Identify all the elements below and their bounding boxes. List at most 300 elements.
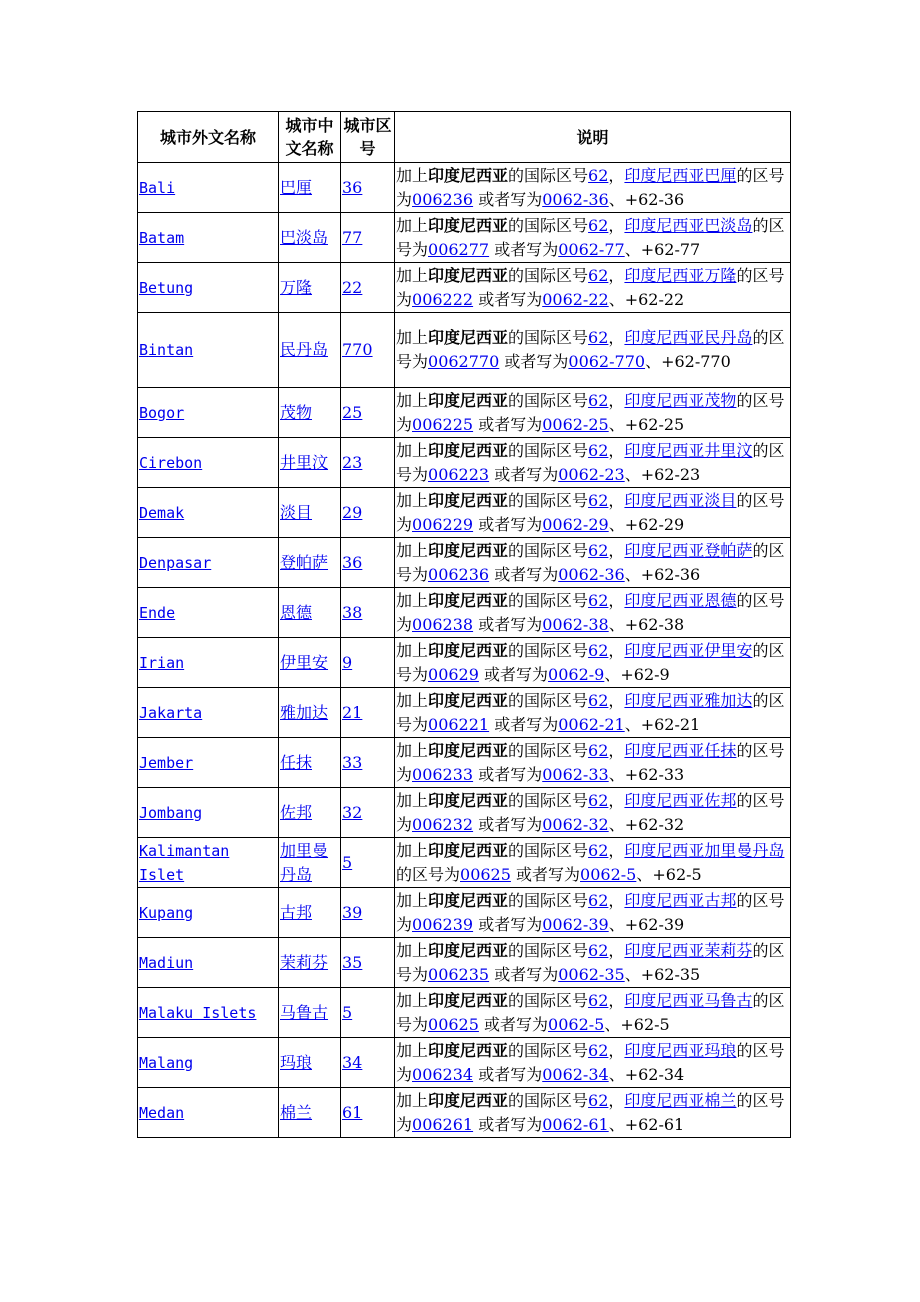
city-full-name-link[interactable]: 印度尼西亚巴淡岛 bbox=[624, 215, 753, 235]
desc-separator: 、 bbox=[608, 1064, 625, 1084]
desc-country: 印度尼西亚 bbox=[428, 940, 509, 960]
dash-code-link[interactable]: 0062-22 bbox=[542, 289, 609, 309]
full-code-link[interactable]: 006239 bbox=[412, 914, 474, 934]
desc-or-phrase: 或者写为 bbox=[494, 964, 559, 984]
desc-prefix: 加上 bbox=[396, 640, 429, 660]
country-code-link[interactable]: 62 bbox=[588, 265, 609, 285]
desc-country: 印度尼西亚 bbox=[428, 390, 509, 410]
city-chinese-name-link[interactable]: 雅加达 bbox=[280, 702, 329, 722]
desc-or-phrase: 或者写为 bbox=[494, 239, 559, 259]
city-area-code-link[interactable]: 39 bbox=[342, 902, 363, 922]
cell-description bbox=[395, 1088, 791, 1138]
cell-city-chinese-name bbox=[279, 263, 341, 313]
city-chinese-name-link[interactable]: 棉兰 bbox=[280, 1102, 313, 1122]
full-code-link[interactable]: 006234 bbox=[412, 1064, 474, 1084]
table-row bbox=[138, 1038, 791, 1088]
table-row bbox=[138, 688, 791, 738]
country-code-link[interactable]: 62 bbox=[588, 790, 609, 810]
desc-comma: ， bbox=[608, 1040, 625, 1060]
desc-prefix: 加上 bbox=[396, 490, 429, 510]
city-chinese-name-link[interactable]: 伊里安 bbox=[280, 652, 329, 672]
desc-intl-phrase: 的国际区号 bbox=[508, 1040, 589, 1060]
desc-intl-phrase: 的国际区号 bbox=[508, 940, 589, 960]
full-code-link[interactable]: 006235 bbox=[428, 964, 490, 984]
desc-prefix: 加上 bbox=[396, 890, 429, 910]
city-foreign-name-link[interactable]: Medan bbox=[139, 1103, 185, 1122]
plus-code-text: +62-770 bbox=[661, 352, 731, 371]
desc-country: 印度尼西亚 bbox=[428, 1040, 509, 1060]
desc-zone-phrase: 的区号为 bbox=[396, 165, 785, 209]
dash-code-link[interactable]: 0062-21 bbox=[558, 714, 625, 734]
desc-or-phrase: 或者写为 bbox=[478, 764, 543, 784]
city-foreign-name-link[interactable]: Betung bbox=[139, 278, 194, 297]
cell-city-foreign-name bbox=[138, 488, 279, 538]
plus-code-text: +62-36 bbox=[624, 189, 685, 209]
table-row bbox=[138, 488, 791, 538]
desc-prefix: 加上 bbox=[396, 1090, 429, 1110]
desc-zone-phrase: 的区号为 bbox=[396, 1040, 785, 1084]
desc-country: 印度尼西亚 bbox=[428, 840, 509, 860]
city-area-code-link[interactable]: 9 bbox=[342, 652, 353, 672]
desc-country: 印度尼西亚 bbox=[428, 328, 509, 347]
country-code-link[interactable]: 62 bbox=[588, 940, 609, 960]
city-foreign-name-link[interactable]: Irian bbox=[139, 653, 185, 672]
city-chinese-name-link[interactable]: 井里汶 bbox=[280, 452, 329, 472]
desc-or-phrase: 或者写为 bbox=[478, 814, 543, 834]
country-code-link[interactable]: 62 bbox=[588, 390, 609, 410]
city-foreign-name-link[interactable]: Demak bbox=[139, 503, 185, 522]
desc-country: 印度尼西亚 bbox=[428, 165, 509, 185]
desc-or-phrase: 或者写为 bbox=[478, 189, 543, 209]
city-full-name-link[interactable]: 印度尼西亚任抹 bbox=[624, 740, 737, 760]
plus-code-text: +62-29 bbox=[624, 514, 685, 534]
cell-description bbox=[395, 988, 791, 1038]
table-row bbox=[138, 738, 791, 788]
cell-description bbox=[395, 263, 791, 313]
desc-prefix: 加上 bbox=[396, 215, 429, 235]
city-foreign-name-link[interactable]: Jember bbox=[139, 753, 194, 772]
city-area-code-link[interactable]: 33 bbox=[342, 752, 363, 772]
plus-code-text: +62-9 bbox=[620, 664, 670, 684]
desc-prefix: 加上 bbox=[396, 790, 429, 810]
cell-city-chinese-name bbox=[279, 538, 341, 588]
table-row bbox=[138, 1088, 791, 1138]
desc-zone-phrase: 的区号为 bbox=[396, 740, 785, 784]
desc-prefix: 加上 bbox=[396, 540, 429, 560]
city-area-code-link[interactable]: 23 bbox=[342, 452, 363, 472]
desc-comma: ， bbox=[608, 490, 625, 510]
full-code-link[interactable]: 006232 bbox=[412, 814, 474, 834]
cell-city-area-code bbox=[341, 588, 395, 638]
desc-zone-phrase: 的区号为 bbox=[396, 690, 785, 734]
country-code-link[interactable]: 62 bbox=[588, 740, 609, 760]
desc-zone-phrase: 的区号为 bbox=[396, 790, 785, 834]
city-area-code-link[interactable]: 5 bbox=[342, 1002, 353, 1022]
country-code-link[interactable]: 62 bbox=[588, 440, 609, 460]
city-foreign-name-link[interactable]: Kupang bbox=[139, 903, 194, 922]
country-code-link[interactable]: 62 bbox=[588, 890, 609, 910]
city-full-name-link[interactable]: 印度尼西亚民丹岛 bbox=[624, 328, 753, 347]
city-area-code-link[interactable]: 21 bbox=[342, 702, 363, 722]
desc-comma: ， bbox=[608, 940, 625, 960]
desc-prefix: 加上 bbox=[396, 590, 429, 610]
city-area-code-link[interactable]: 5 bbox=[342, 852, 353, 872]
country-code-link[interactable]: 62 bbox=[588, 590, 609, 610]
desc-separator: 、 bbox=[624, 464, 641, 484]
cell-city-foreign-name bbox=[138, 888, 279, 938]
dash-code-link[interactable]: 0062-34 bbox=[542, 1064, 609, 1084]
header-description: 说明 bbox=[395, 112, 791, 163]
desc-separator: 、 bbox=[608, 914, 625, 934]
city-full-name-link[interactable]: 印度尼西亚茉莉芬 bbox=[624, 940, 753, 960]
desc-country: 印度尼西亚 bbox=[428, 590, 509, 610]
country-code-link[interactable]: 62 bbox=[588, 840, 609, 860]
desc-country: 印度尼西亚 bbox=[428, 1090, 509, 1110]
city-area-code-link[interactable]: 770 bbox=[342, 340, 373, 359]
country-code-link[interactable]: 62 bbox=[588, 490, 609, 510]
cell-city-area-code bbox=[341, 538, 395, 588]
cell-city-chinese-name bbox=[279, 788, 341, 838]
desc-separator: 、 bbox=[604, 664, 621, 684]
city-foreign-name-link[interactable]: Denpasar bbox=[139, 553, 212, 572]
cell-city-foreign-name bbox=[138, 263, 279, 313]
city-chinese-name-link[interactable]: 巴淡岛 bbox=[280, 227, 329, 247]
desc-intl-phrase: 的国际区号 bbox=[508, 640, 589, 660]
city-full-name-link[interactable]: 印度尼西亚巴厘 bbox=[624, 165, 737, 185]
desc-zone-phrase: 的区号为 bbox=[396, 864, 461, 884]
city-chinese-name-link[interactable]: 民丹岛 bbox=[280, 340, 329, 359]
city-area-code-link[interactable]: 36 bbox=[342, 177, 363, 197]
cell-city-chinese-name bbox=[279, 838, 341, 888]
desc-prefix: 加上 bbox=[396, 740, 429, 760]
city-chinese-name-link[interactable]: 马鲁古 bbox=[280, 1002, 329, 1022]
desc-intl-phrase: 的国际区号 bbox=[508, 690, 589, 710]
cell-city-area-code bbox=[341, 1088, 395, 1138]
country-code-link[interactable]: 62 bbox=[588, 1090, 609, 1110]
full-code-link[interactable]: 006261 bbox=[412, 1114, 474, 1134]
desc-zone-phrase: 的区号为 bbox=[396, 390, 785, 434]
cell-city-foreign-name bbox=[138, 388, 279, 438]
desc-or-phrase: 或者写为 bbox=[484, 1014, 549, 1034]
city-chinese-name-link[interactable]: 万隆 bbox=[280, 277, 313, 297]
city-chinese-name-link[interactable]: 恩德 bbox=[280, 602, 313, 622]
full-code-link[interactable]: 006233 bbox=[412, 764, 474, 784]
city-chinese-name-link[interactable]: 淡目 bbox=[280, 502, 313, 522]
desc-intl-phrase: 的国际区号 bbox=[508, 990, 589, 1010]
city-foreign-name-link[interactable]: Malang bbox=[139, 1053, 194, 1072]
header-city-foreign-name: 城市外文名称 bbox=[138, 112, 279, 163]
city-area-code-link[interactable]: 36 bbox=[342, 552, 363, 572]
city-chinese-name-link[interactable]: 茂物 bbox=[280, 402, 313, 422]
desc-separator: 、 bbox=[624, 564, 641, 584]
desc-intl-phrase: 的国际区号 bbox=[508, 540, 589, 560]
city-full-name-link[interactable]: 印度尼西亚登帕萨 bbox=[624, 540, 753, 560]
table-row bbox=[138, 838, 791, 888]
table-row bbox=[138, 313, 791, 388]
full-code-link[interactable]: 00625 bbox=[460, 864, 511, 884]
cell-city-chinese-name bbox=[279, 588, 341, 638]
desc-separator: 、 bbox=[624, 714, 641, 734]
city-chinese-name-link[interactable]: 登帕萨 bbox=[280, 552, 329, 572]
city-area-code-link[interactable]: 34 bbox=[342, 1052, 363, 1072]
country-code-link[interactable]: 62 bbox=[588, 1040, 609, 1060]
dash-code-link[interactable]: 0062-9 bbox=[548, 664, 605, 684]
desc-country: 印度尼西亚 bbox=[428, 690, 509, 710]
desc-country: 印度尼西亚 bbox=[428, 640, 509, 660]
desc-zone-phrase: 的区号为 bbox=[396, 640, 785, 684]
desc-comma: ， bbox=[608, 840, 625, 860]
dash-code-link[interactable]: 0062-36 bbox=[558, 564, 625, 584]
desc-or-phrase: 或者写为 bbox=[484, 664, 549, 684]
dash-code-link[interactable]: 0062-36 bbox=[542, 189, 609, 209]
desc-country: 印度尼西亚 bbox=[428, 890, 509, 910]
header-city-area-code: 城市区号 bbox=[341, 112, 395, 163]
full-code-link[interactable]: 006222 bbox=[412, 289, 474, 309]
city-full-name-link[interactable]: 印度尼西亚棉兰 bbox=[624, 1090, 737, 1110]
desc-intl-phrase: 的国际区号 bbox=[508, 328, 589, 347]
desc-intl-phrase: 的国际区号 bbox=[508, 840, 589, 860]
cell-city-area-code bbox=[341, 788, 395, 838]
cell-description bbox=[395, 388, 791, 438]
country-code-link[interactable]: 62 bbox=[588, 990, 609, 1010]
full-code-link[interactable]: 006229 bbox=[412, 514, 474, 534]
table-row bbox=[138, 263, 791, 313]
cell-city-foreign-name bbox=[138, 938, 279, 988]
dash-code-link[interactable]: 0062-38 bbox=[542, 614, 609, 634]
desc-separator: 、 bbox=[608, 289, 625, 309]
dash-code-link[interactable]: 0062-39 bbox=[542, 914, 609, 934]
cell-city-chinese-name bbox=[279, 213, 341, 263]
country-code-link[interactable]: 62 bbox=[588, 690, 609, 710]
city-full-name-link[interactable]: 印度尼西亚淡目 bbox=[624, 490, 737, 510]
city-full-name-link[interactable]: 印度尼西亚恩德 bbox=[624, 590, 737, 610]
desc-separator: 、 bbox=[608, 514, 625, 534]
desc-prefix: 加上 bbox=[396, 990, 429, 1010]
country-code-link[interactable]: 62 bbox=[588, 328, 609, 347]
cell-city-foreign-name bbox=[138, 638, 279, 688]
city-area-code-link[interactable]: 38 bbox=[342, 602, 363, 622]
desc-or-phrase: 或者写为 bbox=[478, 1114, 543, 1134]
plus-code-text: +62-32 bbox=[624, 814, 685, 834]
cell-description bbox=[395, 213, 791, 263]
city-chinese-name-link[interactable]: 玛琅 bbox=[280, 1052, 313, 1072]
city-foreign-name-link[interactable]: Bintan bbox=[139, 341, 194, 359]
city-area-code-link[interactable]: 61 bbox=[342, 1102, 363, 1122]
desc-country: 印度尼西亚 bbox=[428, 440, 509, 460]
city-full-name-link[interactable]: 印度尼西亚茂物 bbox=[624, 390, 737, 410]
city-full-name-link[interactable]: 印度尼西亚万隆 bbox=[624, 265, 737, 285]
desc-intl-phrase: 的国际区号 bbox=[508, 165, 589, 185]
city-area-code-link[interactable]: 29 bbox=[342, 502, 363, 522]
cell-city-chinese-name bbox=[279, 888, 341, 938]
full-code-link[interactable]: 006223 bbox=[428, 464, 490, 484]
desc-zone-phrase: 的区号为 bbox=[396, 490, 785, 534]
city-foreign-name-link[interactable]: Jombang bbox=[139, 803, 203, 822]
cell-description bbox=[395, 838, 791, 888]
desc-or-phrase: 或者写为 bbox=[504, 352, 569, 371]
desc-comma: ， bbox=[608, 690, 625, 710]
city-chinese-name-link[interactable]: 加里曼丹岛 bbox=[280, 840, 329, 884]
city-full-name-link[interactable]: 印度尼西亚雅加达 bbox=[624, 690, 753, 710]
city-foreign-name-link[interactable]: Bali bbox=[139, 178, 176, 197]
cell-description bbox=[395, 1038, 791, 1088]
desc-zone-phrase: 的区号为 bbox=[396, 215, 785, 259]
desc-prefix: 加上 bbox=[396, 440, 429, 460]
cell-city-foreign-name bbox=[138, 538, 279, 588]
cell-city-foreign-name bbox=[138, 313, 279, 388]
cell-city-area-code bbox=[341, 438, 395, 488]
city-chinese-name-link[interactable]: 古邦 bbox=[280, 902, 313, 922]
city-foreign-name-link[interactable]: Cirebon bbox=[139, 453, 203, 472]
dash-code-link[interactable]: 0062-770 bbox=[568, 352, 646, 371]
cell-description bbox=[395, 738, 791, 788]
desc-comma: ， bbox=[608, 215, 625, 235]
country-code-link[interactable]: 62 bbox=[588, 165, 609, 185]
table-row bbox=[138, 538, 791, 588]
table-row bbox=[138, 788, 791, 838]
city-foreign-name-link[interactable]: Ende bbox=[139, 603, 176, 622]
table-row bbox=[138, 163, 791, 213]
dash-code-link[interactable]: 0062-23 bbox=[558, 464, 625, 484]
city-foreign-name-link[interactable]: Jakarta bbox=[139, 703, 203, 722]
dash-code-link[interactable]: 0062-33 bbox=[542, 764, 609, 784]
plus-code-text: +62-25 bbox=[624, 414, 685, 434]
full-code-link[interactable]: 00629 bbox=[428, 664, 479, 684]
cell-description bbox=[395, 588, 791, 638]
full-code-link[interactable]: 006236 bbox=[428, 564, 490, 584]
cell-city-chinese-name bbox=[279, 1038, 341, 1088]
cell-description bbox=[395, 938, 791, 988]
desc-or-phrase: 或者写为 bbox=[478, 289, 543, 309]
desc-prefix: 加上 bbox=[396, 328, 429, 347]
city-full-name-link[interactable]: 印度尼西亚加里曼丹岛 bbox=[624, 840, 785, 860]
cell-city-area-code bbox=[341, 738, 395, 788]
desc-comma: ， bbox=[608, 390, 625, 410]
desc-zone-phrase: 的区号为 bbox=[396, 1090, 785, 1134]
cell-description bbox=[395, 438, 791, 488]
cell-description bbox=[395, 788, 791, 838]
city-area-code-link[interactable]: 22 bbox=[342, 277, 363, 297]
city-area-code-link[interactable]: 35 bbox=[342, 952, 363, 972]
city-area-code-link[interactable]: 32 bbox=[342, 802, 363, 822]
city-area-code-link[interactable]: 77 bbox=[342, 227, 363, 247]
city-foreign-name-link[interactable]: Madiun bbox=[139, 953, 194, 972]
plus-code-text: +62-33 bbox=[624, 764, 685, 784]
plus-code-text: +62-38 bbox=[624, 614, 685, 634]
desc-prefix: 加上 bbox=[396, 390, 429, 410]
city-foreign-name-link[interactable]: Malaku Islets bbox=[139, 1003, 257, 1022]
city-foreign-name-link[interactable]: Kalimantan Islet bbox=[139, 841, 230, 884]
city-full-name-link[interactable]: 印度尼西亚佐邦 bbox=[624, 790, 737, 810]
desc-country: 印度尼西亚 bbox=[428, 265, 509, 285]
country-code-link[interactable]: 62 bbox=[588, 540, 609, 560]
table-row bbox=[138, 938, 791, 988]
full-code-link[interactable]: 006277 bbox=[428, 239, 490, 259]
dash-code-link[interactable]: 0062-5 bbox=[548, 1014, 605, 1034]
cell-city-chinese-name bbox=[279, 638, 341, 688]
cell-city-area-code bbox=[341, 388, 395, 438]
city-chinese-name-link[interactable]: 茉莉芬 bbox=[280, 952, 329, 972]
desc-separator: 、 bbox=[608, 1114, 625, 1134]
cell-city-foreign-name bbox=[138, 438, 279, 488]
desc-intl-phrase: 的国际区号 bbox=[508, 265, 589, 285]
desc-intl-phrase: 的国际区号 bbox=[508, 790, 589, 810]
desc-zone-phrase: 的区号为 bbox=[396, 940, 785, 984]
desc-comma: ， bbox=[608, 1090, 625, 1110]
desc-comma: ， bbox=[608, 590, 625, 610]
full-code-link[interactable]: 006221 bbox=[428, 714, 490, 734]
city-chinese-name-link[interactable]: 任抹 bbox=[280, 752, 313, 772]
country-code-link[interactable]: 62 bbox=[588, 640, 609, 660]
cell-city-foreign-name bbox=[138, 163, 279, 213]
city-full-name-link[interactable]: 印度尼西亚马鲁古 bbox=[624, 990, 753, 1010]
city-foreign-name-link[interactable]: Batam bbox=[139, 228, 185, 247]
cell-city-area-code bbox=[341, 163, 395, 213]
city-chinese-name-link[interactable]: 佐邦 bbox=[280, 802, 313, 822]
desc-comma: ， bbox=[608, 740, 625, 760]
table-row bbox=[138, 213, 791, 263]
cell-description bbox=[395, 313, 791, 388]
city-full-name-link[interactable]: 印度尼西亚古邦 bbox=[624, 890, 737, 910]
plus-code-text: +62-5 bbox=[620, 1014, 670, 1034]
table-row bbox=[138, 888, 791, 938]
cell-city-foreign-name bbox=[138, 1088, 279, 1138]
table-row bbox=[138, 438, 791, 488]
desc-country: 印度尼西亚 bbox=[428, 740, 509, 760]
desc-zone-phrase: 的区号为 bbox=[396, 328, 785, 371]
city-foreign-name-link[interactable]: Bogor bbox=[139, 403, 185, 422]
desc-country: 印度尼西亚 bbox=[428, 790, 509, 810]
cell-description bbox=[395, 488, 791, 538]
dash-code-link[interactable]: 0062-77 bbox=[558, 239, 625, 259]
dash-code-link[interactable]: 0062-35 bbox=[558, 964, 625, 984]
dash-code-link[interactable]: 0062-25 bbox=[542, 414, 609, 434]
full-code-link[interactable]: 006236 bbox=[412, 189, 474, 209]
cell-city-area-code bbox=[341, 638, 395, 688]
plus-code-text: +62-35 bbox=[640, 964, 701, 984]
desc-separator: 、 bbox=[608, 814, 625, 834]
city-full-name-link[interactable]: 印度尼西亚玛琅 bbox=[624, 1040, 737, 1060]
dash-code-link[interactable]: 0062-29 bbox=[542, 514, 609, 534]
desc-comma: ， bbox=[608, 265, 625, 285]
cell-city-chinese-name bbox=[279, 313, 341, 388]
country-code-link[interactable]: 62 bbox=[588, 215, 609, 235]
dash-code-link[interactable]: 0062-5 bbox=[580, 864, 637, 884]
cell-description bbox=[395, 688, 791, 738]
desc-or-phrase: 或者写为 bbox=[516, 864, 581, 884]
cell-description bbox=[395, 638, 791, 688]
dash-code-link[interactable]: 0062-61 bbox=[542, 1114, 609, 1134]
dash-code-link[interactable]: 0062-32 bbox=[542, 814, 609, 834]
desc-or-phrase: 或者写为 bbox=[494, 464, 559, 484]
desc-zone-phrase: 的区号为 bbox=[396, 990, 785, 1034]
city-area-code-link[interactable]: 25 bbox=[342, 402, 363, 422]
desc-comma: ， bbox=[608, 790, 625, 810]
full-code-link[interactable]: 006238 bbox=[412, 614, 474, 634]
full-code-link[interactable]: 0062770 bbox=[428, 352, 500, 371]
cell-city-foreign-name bbox=[138, 588, 279, 638]
table-row bbox=[138, 988, 791, 1038]
city-full-name-link[interactable]: 印度尼西亚井里汶 bbox=[624, 440, 753, 460]
desc-intl-phrase: 的国际区号 bbox=[508, 1090, 589, 1110]
city-full-name-link[interactable]: 印度尼西亚伊里安 bbox=[624, 640, 753, 660]
plus-code-text: +62-77 bbox=[640, 239, 701, 259]
full-code-link[interactable]: 006225 bbox=[412, 414, 474, 434]
city-chinese-name-link[interactable]: 巴厘 bbox=[280, 177, 313, 197]
desc-comma: ， bbox=[608, 165, 625, 185]
cell-city-area-code bbox=[341, 938, 395, 988]
full-code-link[interactable]: 00625 bbox=[428, 1014, 479, 1034]
